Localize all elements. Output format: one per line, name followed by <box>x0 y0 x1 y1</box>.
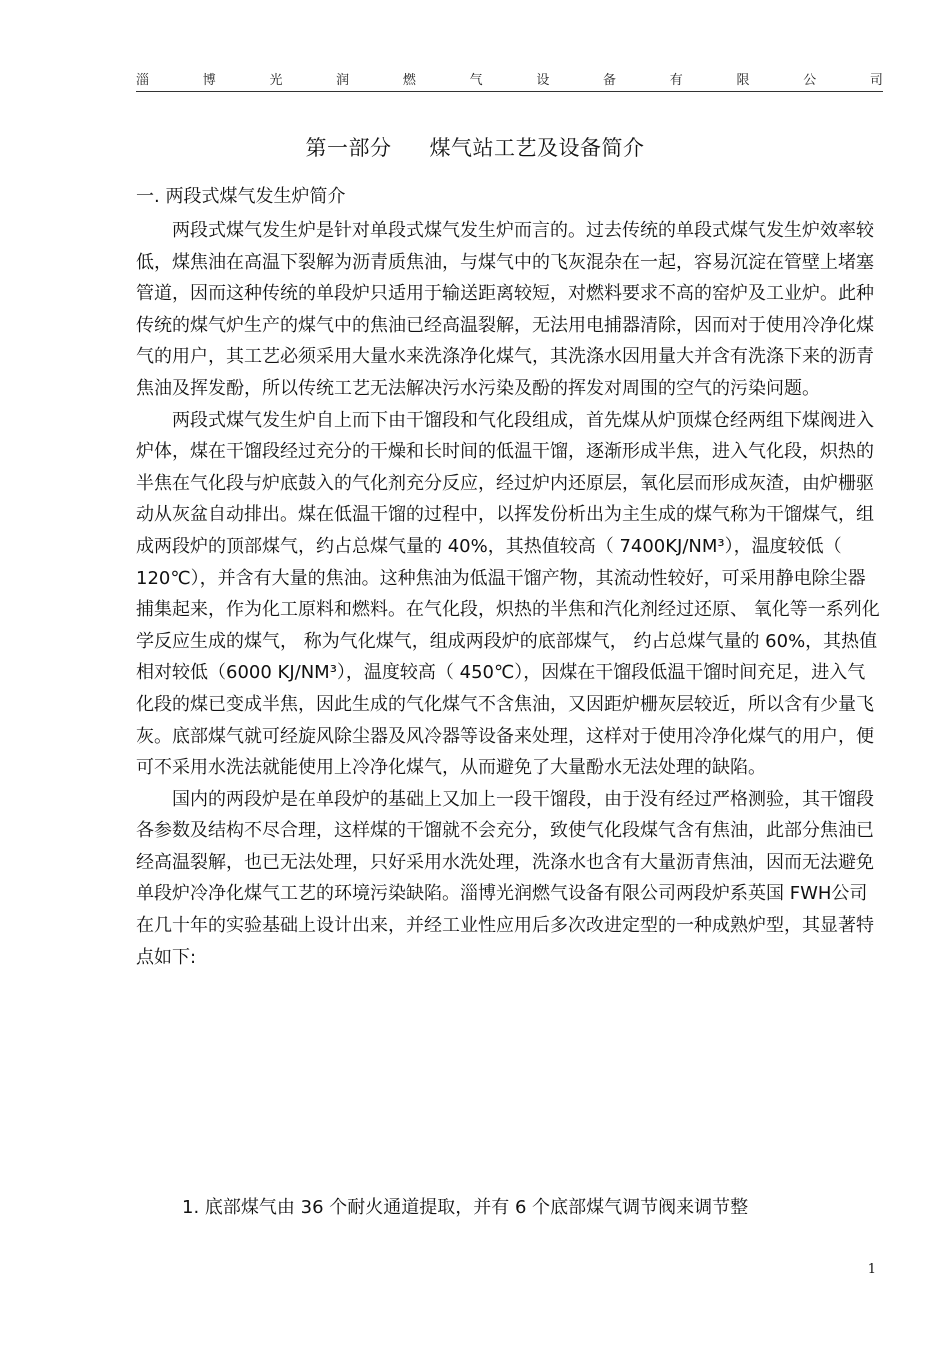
page-header <box>136 68 883 90</box>
header-char: 司 <box>869 73 883 88</box>
header-char: 燃 <box>402 73 416 88</box>
header-rule <box>136 91 883 92</box>
page-title <box>0 133 950 163</box>
header-char: 有 <box>669 73 683 88</box>
header-char: 设 <box>536 73 550 88</box>
header-char: 备 <box>603 73 617 88</box>
header-char: 润 <box>336 73 350 88</box>
list-item: 1. 底部煤气由 36 个耐火通道提取，并有 6 个底部煤气调节阀来调节整 <box>182 1197 749 1218</box>
header-char: 公 <box>803 73 817 88</box>
paragraph: 两段式煤气发生炉自上而下由干馏段和气化段组成，首先煤从炉顶煤仓经两组下煤阀进入炉体，煤在干馏段经过充分的干燥和长时间的低温干馏，逐渐形成半焦，进入气化段，炽热的半焦在气化段与炉底鼓入的气化剂充分反应，经过炉内还原层，氧化层而形成灰渣，由炉栅驱动从灰盆自动排出。煤在低温干馏的过程中，以挥发份析出为主生成的煤气称为干馏煤气，组成两段炉的顶部煤气，约占总煤气量的 40%，其热值较高（ 7400KJ/NM³），温度较低（ 120℃），并含有大量的焦油。这种焦油为低温干馏产物，其流动性较好，可采用静电除尘器捕集起来，作为化工原料和燃料。在气化段，炽热的半焦和汽化剂经过还原、 氧化等一系列化学反应生成的煤气， 称为气化煤气，组成两段炉的底部煤气， 约占总煤气量的 60%，其热值相对较低（6000 KJ/NM³），温度较高（ 450℃），因煤在干馏段低温干馏时间充足，进入气化段的煤已变成半焦，因此生成的气化煤气不含焦油，又因距炉栅灰层较近，所以含有少量飞灰。底部煤气就可经旋风除尘器及风冷器等设备来处理，这样对于使用冷净化煤气的用户，便可不采用水洗法就能使用上冷净化煤气，从而避免了大量酚水无法处理的缺陷。 <box>136 409 880 779</box>
header-char: 气 <box>469 73 483 88</box>
paragraph: 两段式煤气发生炉是针对单段式煤气发生炉而言的。过去传统的单段式煤气发生炉效率较低，煤焦油在高温下裂解为沥青质焦油，与煤气中的飞灰混杂在一起，容易沉淀在管壁上堵塞管道，因而这种传统的单段炉只适用于输送距离较短，对燃料要求不高的窑炉及工业炉。此种传统的煤气炉生产的煤气中的焦油已经高温裂解，无法用电捕器清除，因而对于使用冷净化煤气的用户，其工艺必须采用大量水来洗涤净化煤气，其洗涤水因用量大并含有洗涤下来的沥青焦油及挥发酚，所以传统工艺无法解决污水污染及酚的挥发对周围的空气的污染问题。 <box>136 220 874 399</box>
page-number: 1 <box>867 1262 876 1277</box>
header-char: 限 <box>736 73 750 88</box>
title-name: 煤气站工艺及设备简介 <box>429 136 645 160</box>
header-char: 淄 <box>136 73 150 88</box>
header-char: 光 <box>269 73 283 88</box>
title-part: 第一部分 <box>305 136 392 160</box>
paragraph: 国内的两段炉是在单段炉的基础上又加上一段干馏段，由于没有经过严格测验，其干馏段各参数及结构不尽合理，这样煤的干馏就不会充分，致使气化段煤气含有焦油，此部分焦油已经高温裂解，也已无法处理，只好采用水洗处理，洗涤水也含有大量沥青焦油，因而无法避免单段炉冷净化煤气工艺的环境污染缺陷。淄博光润燃气设备有限公司两段炉系英国 FWH公司在几十年的实验基础上设计出来，并经工业性应用后多次改进定型的一种成熟炉型，其显著特点如下: <box>136 788 874 968</box>
body-text <box>136 215 881 973</box>
header-char: 博 <box>202 73 216 88</box>
section-heading: 一. 两段式煤气发生炉简介 <box>136 186 346 207</box>
